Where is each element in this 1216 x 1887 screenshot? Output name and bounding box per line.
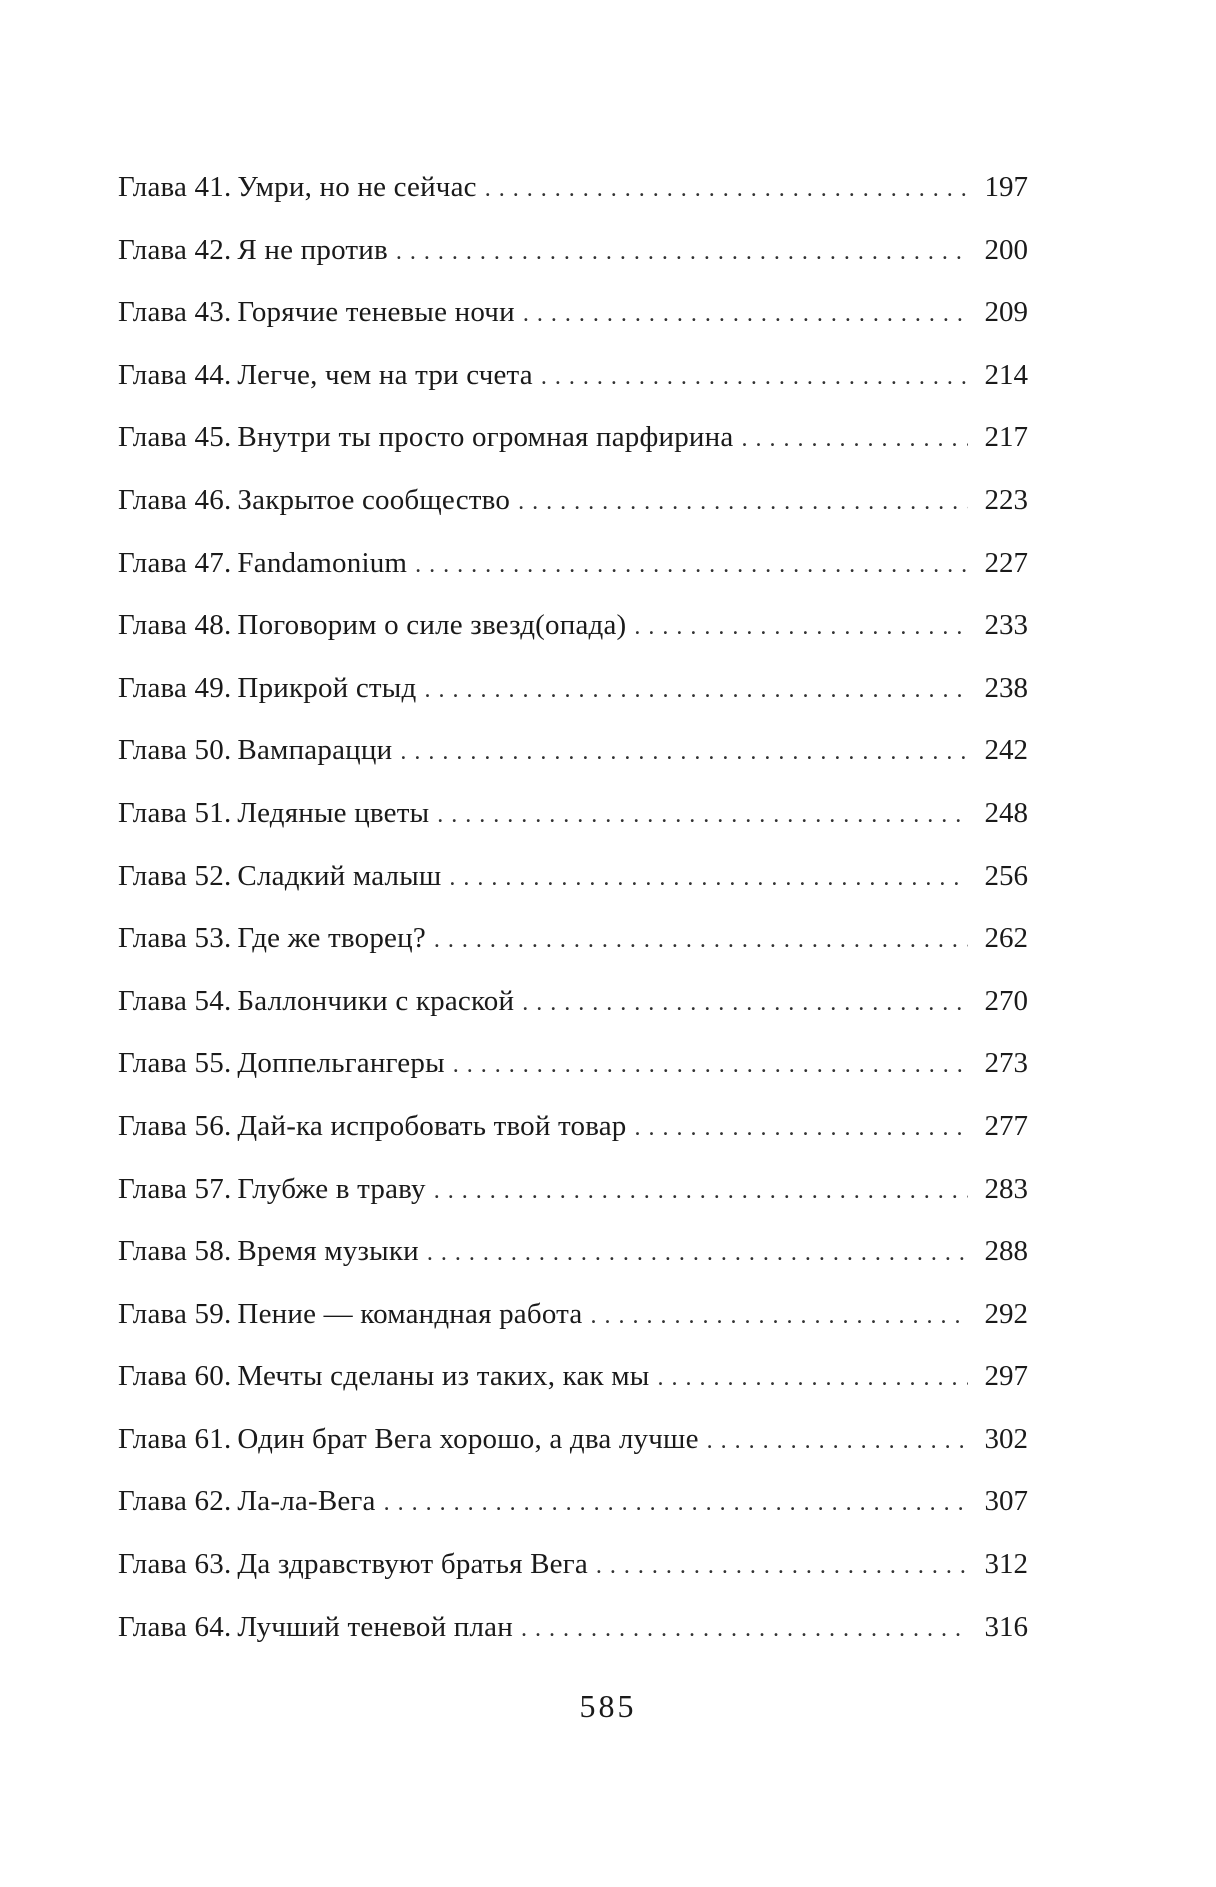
chapter-title: Вампарацци xyxy=(237,734,393,767)
toc-entry xyxy=(118,469,1028,532)
toc-entry-label xyxy=(118,156,477,219)
dot-leader xyxy=(590,1285,968,1348)
chapter-title: Где же творец? xyxy=(237,922,426,955)
chapter-title: Да здравствуют братья Вега xyxy=(237,1548,588,1581)
chapter-page-number: 302 xyxy=(984,1422,1028,1455)
dot-leader xyxy=(741,408,968,471)
dot-leader xyxy=(434,1160,968,1223)
chapter-number: Глава 51. xyxy=(118,796,232,829)
chapter-number: Глава 47. xyxy=(118,546,232,579)
chapter-number: Глава 52. xyxy=(118,859,232,892)
toc-entry-label xyxy=(118,1032,445,1095)
chapter-title: Ла-ла-Вега xyxy=(237,1485,376,1518)
toc-entry-label xyxy=(118,469,510,532)
dot-leader xyxy=(634,596,968,659)
table-of-contents xyxy=(118,156,1028,1658)
chapter-number: Глава 44. xyxy=(118,358,232,391)
chapter-page-number: 307 xyxy=(984,1485,1028,1518)
chapter-page-number: 316 xyxy=(984,1610,1028,1643)
chapter-title: Внутри ты просто огромная парфирина xyxy=(237,421,734,454)
dot-leader xyxy=(434,909,968,972)
chapter-page-number: 214 xyxy=(984,358,1028,391)
toc-entry xyxy=(118,1032,1028,1095)
chapter-page-number: 227 xyxy=(984,546,1028,579)
chapter-title: Лучший теневой план xyxy=(237,1610,513,1643)
dot-leader xyxy=(424,659,968,722)
chapter-page-number: 248 xyxy=(984,796,1028,829)
dot-leader xyxy=(522,972,968,1035)
chapter-title: Сладкий малыш xyxy=(237,859,442,892)
chapter-number: Глава 62. xyxy=(118,1485,232,1518)
chapter-title: Горячие теневые ночи xyxy=(237,296,515,329)
toc-entry-label xyxy=(118,657,416,720)
toc-entry xyxy=(118,845,1028,908)
toc-entry-label xyxy=(118,907,426,970)
dot-leader xyxy=(396,221,968,284)
chapter-title: Я не против xyxy=(237,233,388,266)
toc-entry xyxy=(118,782,1028,845)
chapter-number: Глава 46. xyxy=(118,483,232,516)
chapter-title: Прикрой стыд xyxy=(237,671,417,704)
toc-entry-label xyxy=(118,845,441,908)
toc-entry-label xyxy=(118,594,626,657)
chapter-number: Глава 59. xyxy=(118,1297,232,1330)
toc-entry-label xyxy=(118,719,392,782)
toc-entry xyxy=(118,1220,1028,1283)
toc-entry xyxy=(118,406,1028,469)
toc-entry xyxy=(118,1533,1028,1596)
chapter-number: Глава 55. xyxy=(118,1047,232,1080)
toc-entry xyxy=(118,1095,1028,1158)
chapter-page-number: 200 xyxy=(984,233,1028,266)
chapter-number: Глава 54. xyxy=(118,984,232,1017)
chapter-number: Глава 43. xyxy=(118,296,232,329)
dot-leader xyxy=(485,158,968,221)
toc-entry xyxy=(118,1345,1028,1408)
toc-entry xyxy=(118,156,1028,219)
chapter-number: Глава 56. xyxy=(118,1109,232,1142)
toc-entry-label xyxy=(118,1158,426,1221)
chapter-number: Глава 61. xyxy=(118,1422,232,1455)
chapter-number: Глава 53. xyxy=(118,922,232,955)
chapter-page-number: 256 xyxy=(984,859,1028,892)
chapter-page-number: 197 xyxy=(984,171,1028,203)
chapter-number: Глава 48. xyxy=(118,609,232,642)
page-number: 585 xyxy=(579,1688,637,1724)
chapter-title: Закрытое сообщество xyxy=(237,483,511,516)
chapter-title: Fandamonium xyxy=(237,546,408,579)
chapter-title: Поговорим о силе звезд(опада) xyxy=(237,609,627,642)
toc-entry xyxy=(118,344,1028,407)
dot-leader xyxy=(400,721,968,784)
chapter-number: Глава 60. xyxy=(118,1360,232,1393)
dot-leader xyxy=(427,1222,968,1285)
chapter-page-number: 238 xyxy=(984,671,1028,704)
chapter-title: Время музыки xyxy=(237,1235,419,1268)
dot-leader xyxy=(415,534,968,597)
chapter-title: Один брат Вега хорошо, а два лучше xyxy=(237,1422,699,1455)
chapter-title: Доппельгангеры xyxy=(237,1047,445,1080)
toc-entry xyxy=(118,1470,1028,1533)
chapter-title: Мечты сделаны из таких, как мы xyxy=(237,1360,650,1393)
toc-entry-label xyxy=(118,406,733,469)
toc-entry-label xyxy=(118,1283,582,1346)
toc-entry-label xyxy=(118,532,407,595)
toc-entry-label xyxy=(118,1220,419,1283)
toc-entry xyxy=(118,719,1028,782)
chapter-title: Пение — командная работа xyxy=(237,1297,583,1330)
toc-entry xyxy=(118,970,1028,1033)
dot-leader xyxy=(707,1410,968,1473)
toc-entry xyxy=(118,1596,1028,1659)
dot-leader xyxy=(518,471,968,534)
chapter-page-number: 270 xyxy=(984,984,1028,1017)
toc-entry-label xyxy=(118,970,514,1033)
dot-leader xyxy=(523,283,968,346)
chapter-title: Дай-ка испробовать твой товар xyxy=(237,1109,627,1142)
dot-leader xyxy=(437,784,968,847)
dot-leader xyxy=(596,1535,968,1598)
toc-entry-label xyxy=(118,1470,376,1533)
toc-entry xyxy=(118,532,1028,595)
toc-entry-label xyxy=(118,219,388,282)
chapter-page-number: 223 xyxy=(984,483,1028,516)
chapter-page-number: 288 xyxy=(984,1235,1028,1268)
toc-entry-label xyxy=(118,1408,699,1471)
chapter-number: Глава 64. xyxy=(118,1610,232,1643)
chapter-page-number: 233 xyxy=(984,609,1028,642)
toc-entry xyxy=(118,1158,1028,1221)
chapter-number: Глава 42. xyxy=(118,233,232,266)
chapter-page-number: 283 xyxy=(984,1172,1028,1205)
chapter-page-number: 209 xyxy=(984,296,1028,329)
toc-entry xyxy=(118,657,1028,720)
toc-entry-label xyxy=(118,344,533,407)
toc-entry xyxy=(118,907,1028,970)
chapter-title: Умри, но не сейчас xyxy=(237,171,477,203)
toc-entry-label xyxy=(118,1533,588,1596)
toc-entry-label xyxy=(118,281,515,344)
chapter-page-number: 273 xyxy=(984,1047,1028,1080)
toc-entry xyxy=(118,1408,1028,1471)
chapter-page-number: 312 xyxy=(984,1548,1028,1581)
chapter-page-number: 292 xyxy=(984,1297,1028,1330)
toc-entry-label xyxy=(118,1345,650,1408)
chapter-page-number: 297 xyxy=(984,1360,1028,1393)
chapter-number: Глава 41. xyxy=(118,171,232,203)
dot-leader xyxy=(521,1598,968,1661)
toc-entry xyxy=(118,594,1028,657)
chapter-page-number: 242 xyxy=(984,734,1028,767)
dot-leader xyxy=(453,1034,968,1097)
dot-leader xyxy=(658,1347,969,1410)
chapter-number: Глава 58. xyxy=(118,1235,232,1268)
chapter-page-number: 217 xyxy=(984,421,1028,454)
chapter-title: Баллончики с краской xyxy=(237,984,515,1017)
dot-leader xyxy=(541,346,968,409)
toc-entry-label xyxy=(118,782,429,845)
toc-entry-label xyxy=(118,1095,626,1158)
chapter-title: Ледяные цветы xyxy=(237,796,430,829)
toc-entry xyxy=(118,1283,1028,1346)
chapter-number: Глава 49. xyxy=(118,671,232,704)
chapter-title: Глубже в траву xyxy=(237,1172,426,1205)
toc-entry xyxy=(118,281,1028,344)
toc-entry-label xyxy=(118,1596,513,1659)
dot-leader xyxy=(384,1472,968,1535)
toc-entry xyxy=(118,219,1028,282)
chapter-number: Глава 50. xyxy=(118,734,232,767)
chapter-page-number: 277 xyxy=(984,1109,1028,1142)
chapter-title: Легче, чем на три счета xyxy=(237,358,533,391)
chapter-number: Глава 63. xyxy=(118,1548,232,1581)
dot-leader xyxy=(634,1097,968,1160)
chapter-number: Глава 57. xyxy=(118,1172,232,1205)
dot-leader xyxy=(449,847,968,910)
chapter-page-number: 262 xyxy=(984,922,1028,955)
chapter-number: Глава 45. xyxy=(118,421,232,454)
